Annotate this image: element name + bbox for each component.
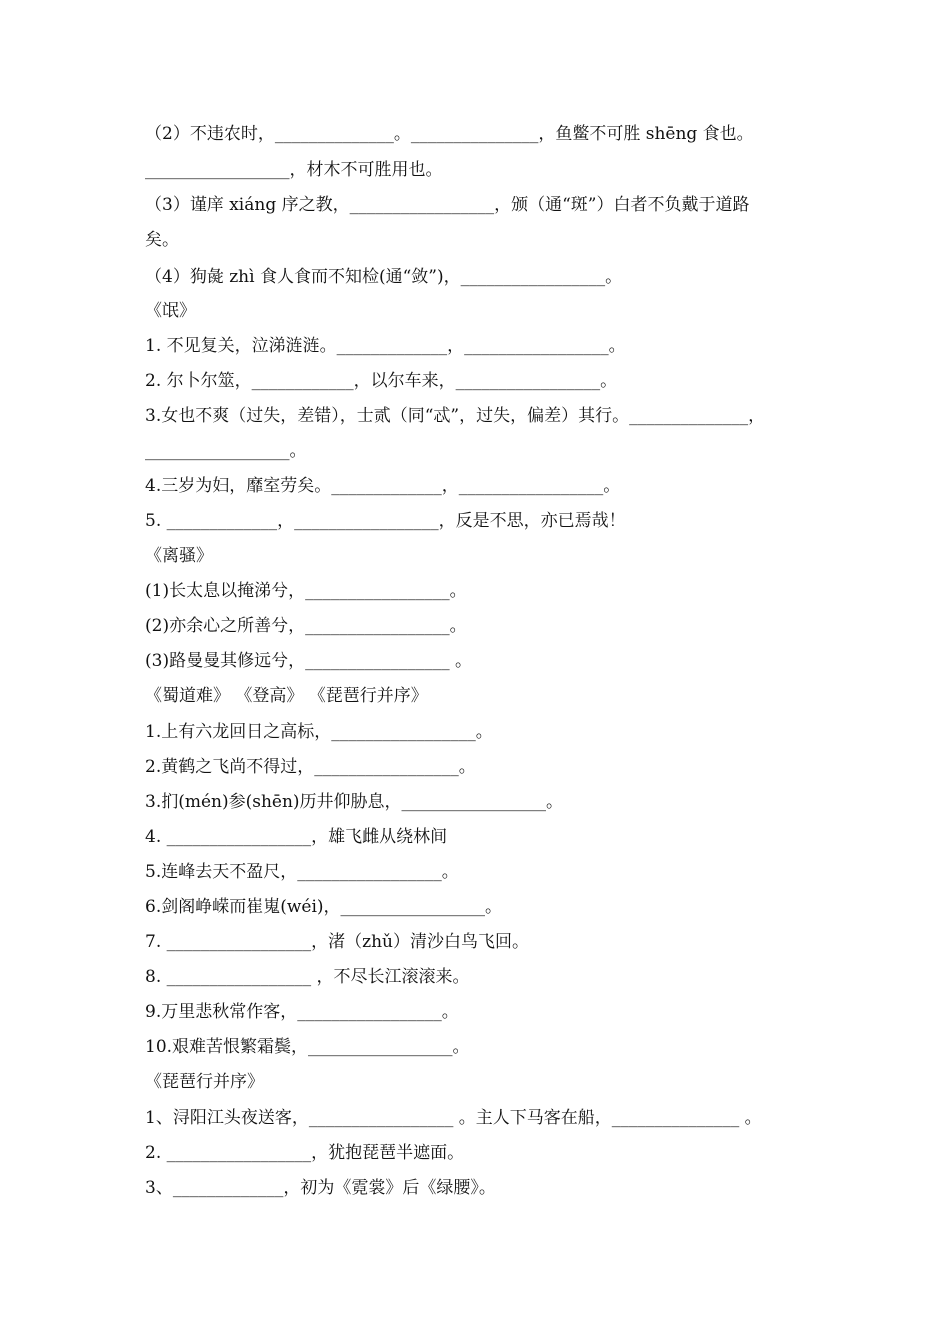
text-line: 8. _________________ ，不尽长江滚滚来。 [145, 967, 470, 987]
text-line: 10.艰难苦恨繁霜鬓，_________________。 [145, 1037, 470, 1057]
text-line: （3）谨庠 xiáng 序之教，_________________，颁（通“斑”）白者不负戴于道路 [145, 195, 750, 215]
text-line: （4）狗彘 zhì 食人食而不知检(通“敛”)，_________________。 [145, 267, 623, 287]
text-line: 1、浔阳江头夜送客，_________________ 。主人下马客在船，_______________ 。 [145, 1108, 762, 1128]
section-heading: 《蜀道难》 《登高》 《琵琶行并序》 [145, 686, 428, 706]
text-line: 4.三岁为妇，靡室劳矣。_____________，_________________。 [145, 476, 621, 496]
text-line: 6.剑阁峥嵘而崔嵬(wéi)，_________________。 [145, 897, 503, 917]
text-line: 4. _________________，雄飞雌从绕林间 [145, 827, 448, 847]
text-line: 矣。 [145, 230, 179, 250]
text-line: 3.女也不爽（过失，差错），士贰（同“忒”，过失，偏差）其行。______________， [145, 406, 766, 426]
text-line: 3.扪(mén)参(shēn)历井仰胁息，_________________。 [145, 792, 564, 812]
section-heading: 《离骚》 [145, 546, 213, 566]
text-line: 7. _________________，渚（zhǔ）清沙白鸟飞回。 [145, 932, 529, 952]
text-line: （2）不违农时，______________。_______________，鱼鳖不可胜 shēng 食也。 [145, 124, 754, 144]
text-line: 1. 不见复关，泣涕涟涟。_____________，_________________。 [145, 336, 626, 356]
text-line: (3)路曼曼其修远兮，_________________ 。 [145, 651, 472, 671]
text-line: _________________。 [145, 441, 307, 461]
text-line: 9.万里悲秋常作客，_________________。 [145, 1002, 459, 1022]
text-line: 2. 尔卜尔筮，____________，以尔车来，_________________。 [145, 371, 618, 391]
text-line: (2)亦余心之所善兮，_________________。 [145, 616, 467, 636]
text-line: 2. _________________，犹抱琵琶半遮面。 [145, 1143, 465, 1163]
text-line: (1)长太息以掩涕兮，_________________。 [145, 581, 467, 601]
text-line: 1.上有六龙回日之高标，_________________。 [145, 722, 493, 742]
text-line: _________________，材木不可胜用也。 [145, 160, 443, 180]
section-heading: 《琵琶行并序》 [145, 1072, 264, 1092]
text-line: 3、_____________，初为《霓裳》后《绿腰》。 [145, 1178, 496, 1198]
section-heading: 《氓》 [145, 301, 196, 321]
text-line: 2.黄鹤之飞尚不得过，_________________。 [145, 757, 476, 777]
text-line: 5. _____________，_________________，反是不思，亦已焉哉！ [145, 511, 626, 531]
text-line: 5.连峰去天不盈尺，_________________。 [145, 862, 459, 882]
